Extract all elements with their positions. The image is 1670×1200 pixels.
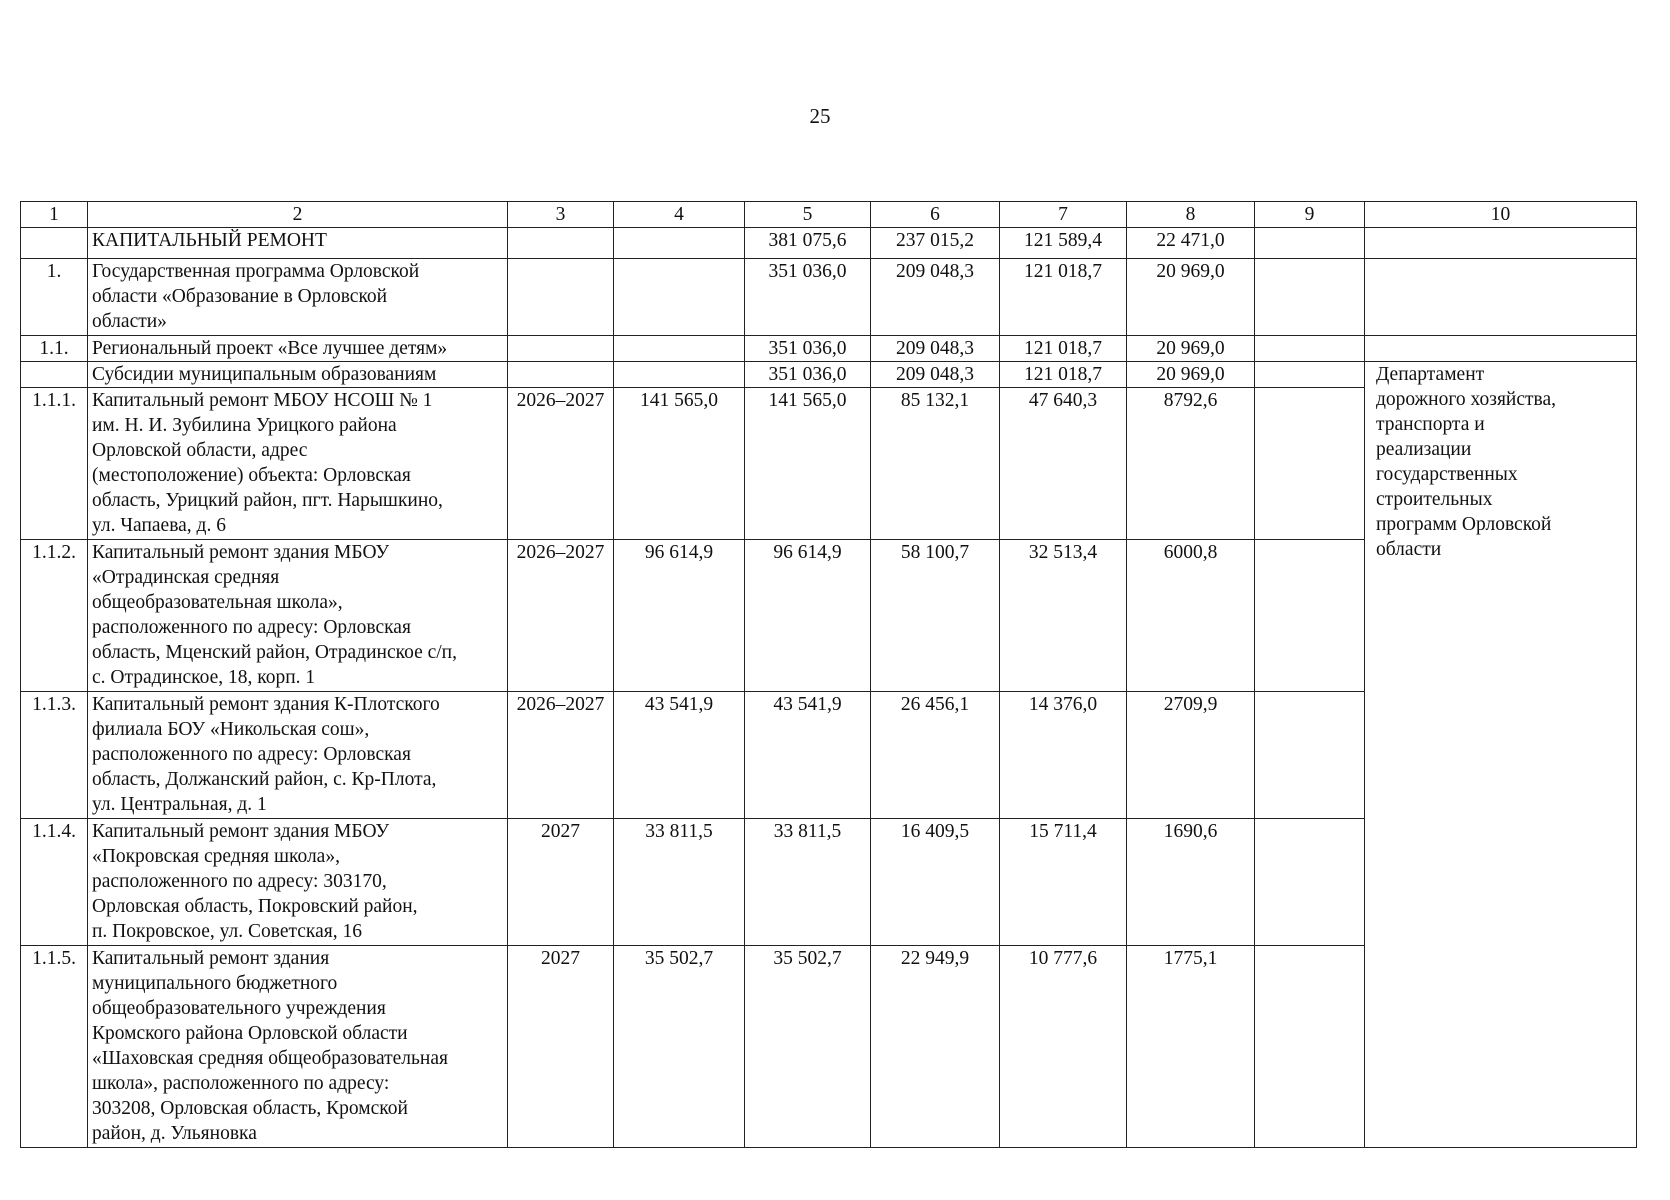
row-value-4: 43 541,9 — [614, 692, 745, 819]
row-value-9 — [1255, 362, 1365, 388]
row-value-5: 141 565,0 — [745, 388, 871, 540]
table-row — [21, 336, 1637, 362]
row-department-empty — [1365, 228, 1637, 259]
row-years — [508, 362, 614, 388]
column-number: 4 — [614, 202, 745, 228]
row-years — [508, 336, 614, 362]
row-value-5: 43 541,9 — [745, 692, 871, 819]
row-number: 1.1.1. — [21, 388, 88, 540]
row-value-4: 141 565,0 — [614, 388, 745, 540]
column-number: 9 — [1255, 202, 1365, 228]
row-number: 1.1.2. — [21, 540, 88, 692]
row-value-8: 2709,9 — [1127, 692, 1255, 819]
row-value-7: 32 513,4 — [1000, 540, 1127, 692]
row-value-6: 16 409,5 — [871, 819, 1000, 946]
row-name: Капитальный ремонт МБОУ НСОШ № 1 им. Н. И. Зубилина Урицкого района Орловской области, адрес (местоположение) объекта: Орловская область, Урицкий район, пгт. Нарышкино, ул. Чапаева, д. 6 — [88, 388, 508, 540]
row-value-8: 1690,6 — [1127, 819, 1255, 946]
row-value-9 — [1255, 946, 1365, 1148]
row-name: Капитальный ремонт здания МБОУ «Покровская средняя школа», расположенного по адресу: 303170, Орловская область, Покровский район, п. Покровское, ул. Советская, 16 — [88, 819, 508, 946]
column-number: 6 — [871, 202, 1000, 228]
row-value-7: 121 589,4 — [1000, 228, 1127, 259]
row-name: Региональный проект «Все лучшее детям» — [88, 336, 508, 362]
row-value-9 — [1255, 540, 1365, 692]
row-value-4 — [614, 228, 745, 259]
row-value-5: 381 075,6 — [745, 228, 871, 259]
row-value-5: 351 036,0 — [745, 362, 871, 388]
row-value-6: 22 949,9 — [871, 946, 1000, 1148]
row-years: 2026–2027 — [508, 388, 614, 540]
row-name: КАПИТАЛЬНЫЙ РЕМОНТ — [88, 228, 508, 259]
row-name: Капитальный ремонт здания муниципального бюджетного общеобразовательного учреждения Кромского района Орловской области «Шаховская средняя общеобразовательная школа», расположенного по адресу: 303208, Орловская область, Кромской район, д. Ульяновка — [88, 946, 508, 1148]
column-number-row — [21, 202, 1637, 228]
row-value-9 — [1255, 336, 1365, 362]
row-value-4 — [614, 362, 745, 388]
row-name: Капитальный ремонт здания МБОУ «Отрадинская средняя общеобразовательная школа», расположенного по адресу: Орловская область, Мценский район, Отрадинское с/п, с. Отрадинское, 18, корп. 1 — [88, 540, 508, 692]
row-number: 1.1.4. — [21, 819, 88, 946]
row-value-6: 85 132,1 — [871, 388, 1000, 540]
table-row — [21, 228, 1637, 259]
row-name: Государственная программа Орловской области «Образование в Орловской области» — [88, 259, 508, 336]
row-value-9 — [1255, 692, 1365, 819]
row-years — [508, 259, 614, 336]
row-value-9 — [1255, 259, 1365, 336]
row-value-6: 58 100,7 — [871, 540, 1000, 692]
row-years: 2027 — [508, 819, 614, 946]
column-number: 5 — [745, 202, 871, 228]
row-number: 1.1.5. — [21, 946, 88, 1148]
column-number: 3 — [508, 202, 614, 228]
row-value-4: 35 502,7 — [614, 946, 745, 1148]
row-value-8: 20 969,0 — [1127, 336, 1255, 362]
row-value-4 — [614, 336, 745, 362]
row-number: 1.1. — [21, 336, 88, 362]
page-number: 25 — [809, 104, 831, 128]
row-value-9 — [1255, 819, 1365, 946]
row-number — [21, 228, 88, 259]
row-years: 2026–2027 — [508, 692, 614, 819]
row-value-6: 209 048,3 — [871, 336, 1000, 362]
column-number: 10 — [1365, 202, 1637, 228]
row-value-8: 1775,1 — [1127, 946, 1255, 1148]
row-value-8: 20 969,0 — [1127, 259, 1255, 336]
row-value-9 — [1255, 228, 1365, 259]
row-department-empty — [1365, 336, 1637, 362]
row-name: Субсидии муниципальным образованиям — [88, 362, 508, 388]
row-number — [21, 362, 88, 388]
table-row — [21, 362, 1637, 388]
row-value-7: 14 376,0 — [1000, 692, 1127, 819]
row-value-7: 121 018,7 — [1000, 259, 1127, 336]
row-value-6: 209 048,3 — [871, 362, 1000, 388]
row-value-8: 6000,8 — [1127, 540, 1255, 692]
capital-repair-table — [20, 201, 1637, 1148]
row-value-5: 33 811,5 — [745, 819, 871, 946]
column-number: 1 — [21, 202, 88, 228]
row-value-5: 351 036,0 — [745, 336, 871, 362]
row-name: Капитальный ремонт здания К-Плотского филиала БОУ «Никольская сош», расположенного по адресу: Орловская область, Должанский район, с. Кр-Плота, ул. Центральная, д. 1 — [88, 692, 508, 819]
row-value-8: 20 969,0 — [1127, 362, 1255, 388]
row-years — [508, 228, 614, 259]
row-value-8: 22 471,0 — [1127, 228, 1255, 259]
row-years: 2027 — [508, 946, 614, 1148]
column-number: 7 — [1000, 202, 1127, 228]
row-value-9 — [1255, 388, 1365, 540]
column-number: 2 — [88, 202, 508, 228]
row-value-5: 96 614,9 — [745, 540, 871, 692]
column-number: 8 — [1127, 202, 1255, 228]
row-department-empty — [1365, 259, 1637, 336]
row-value-7: 121 018,7 — [1000, 362, 1127, 388]
row-value-4: 96 614,9 — [614, 540, 745, 692]
row-value-6: 26 456,1 — [871, 692, 1000, 819]
row-years: 2026–2027 — [508, 540, 614, 692]
row-value-7: 47 640,3 — [1000, 388, 1127, 540]
row-value-5: 35 502,7 — [745, 946, 871, 1148]
row-value-7: 10 777,6 — [1000, 946, 1127, 1148]
row-number: 1.1.3. — [21, 692, 88, 819]
row-value-4: 33 811,5 — [614, 819, 745, 946]
row-value-7: 121 018,7 — [1000, 336, 1127, 362]
row-value-8: 8792,6 — [1127, 388, 1255, 540]
row-value-4 — [614, 259, 745, 336]
row-value-5: 351 036,0 — [745, 259, 871, 336]
row-value-6: 209 048,3 — [871, 259, 1000, 336]
row-value-6: 237 015,2 — [871, 228, 1000, 259]
row-value-7: 15 711,4 — [1000, 819, 1127, 946]
table-row — [21, 259, 1637, 336]
row-number: 1. — [21, 259, 88, 336]
responsible-department: Департамент дорожного хозяйства, транспорта и реализации государственных строительных программ Орловской области — [1365, 362, 1637, 1148]
